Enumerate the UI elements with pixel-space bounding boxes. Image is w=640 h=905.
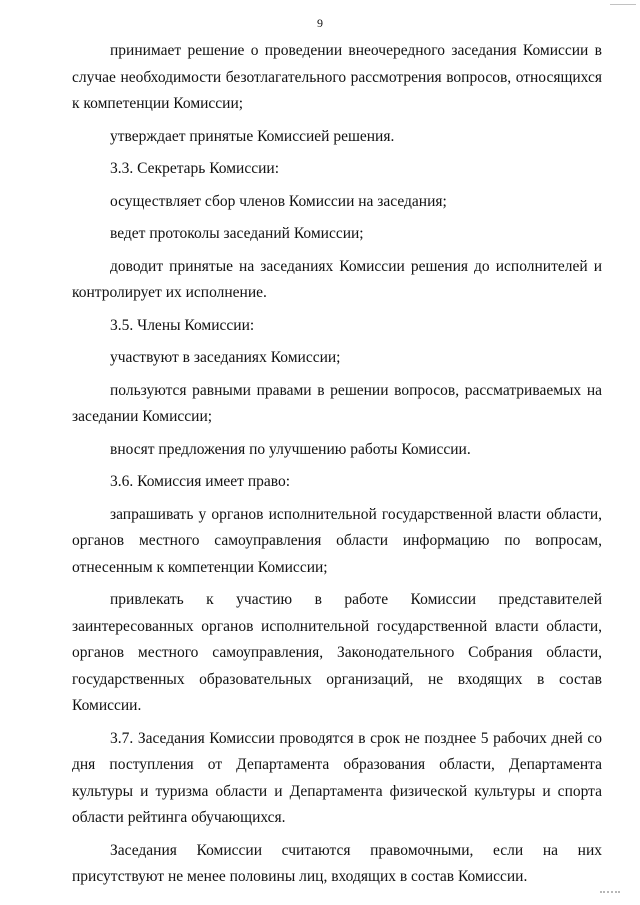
paragraph-decide-extraordinary-meeting: принимает решение о проведении внеочередного заседания Комиссии в случае необходимости безотлагательного рассмотрения вопросов, относящихся к компетенции Комиссии; <box>72 42 602 112</box>
scan-corner-mark <box>610 0 636 5</box>
paragraph-gather-members: осуществляет сбор членов Комиссии на заседания; <box>110 192 447 210</box>
section-heading-commission-rights: 3.6. Комиссия имеет право: <box>110 473 291 490</box>
paragraph-approve-decisions: утверждает принятые Комиссией решения. <box>110 127 395 145</box>
paragraph-involve-representatives: привлекать к участию в работе Комиссии представителей заинтересованных органов исполнительной государственной власти области, органов местного самоуправления, Законодательного Собрания области, государственных образовательных организаций, не входящих в состав Комиссии. <box>72 591 602 714</box>
paragraph-quorum: Заседания Комиссии считаются правомочными, если на них присутствуют не менее половины лиц, входящих в состав Комиссии. <box>72 841 602 885</box>
paragraph-participate-meetings: участвуют в заседаниях Комиссии; <box>110 349 341 366</box>
paragraph-improvement-proposals: вносят предложения по улучшению работы Комиссии. <box>110 440 471 458</box>
paragraph-communicate-decisions: доводит принятые на заседаниях Комиссии решения до исполнителей и контролирует их исполнение. <box>72 257 602 301</box>
section-heading-members: 3.5. Члены Комиссии: <box>110 316 255 334</box>
section-meetings-schedule: 3.7. Заседания Комиссии проводятся в срок не позднее 5 рабочих дней со дня поступления от Департамента образования области, Департамента культуры и туризма области и Департамента физической культуры и спорта области рейтинга обучающихся. <box>72 729 602 826</box>
scan-footer-mark <box>600 889 620 893</box>
paragraph-request-information: запрашивать у органов исполнительной государственной власти области, органов местного самоуправления области информацию по вопросам, отнесенным к компетенции Комиссии; <box>72 505 602 576</box>
paragraph-keep-minutes: ведет протоколы заседаний Комиссии; <box>110 225 364 242</box>
page-number: 9 <box>317 16 323 30</box>
section-heading-secretary: 3.3. Секретарь Комиссии: <box>110 160 280 177</box>
paragraph-equal-rights: пользуются равными правами в решении вопросов, рассматриваемых на заседании Комиссии; <box>72 381 602 425</box>
document-body <box>72 38 602 891</box>
